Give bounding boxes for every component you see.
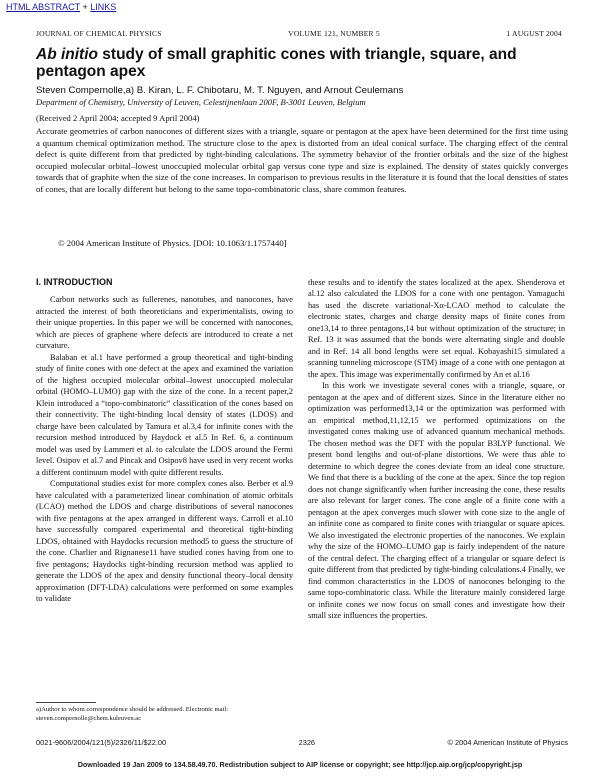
journal-name: JOURNAL OF CHEMICAL PHYSICS bbox=[36, 29, 162, 38]
html-abstract-link[interactable]: HTML ABSTRACT bbox=[6, 2, 81, 12]
section-heading: I. INTRODUCTION bbox=[36, 277, 113, 287]
title-italic: Ab initio bbox=[36, 46, 98, 63]
title-rest: study of small graphitic cones with triangle, square, and pentagon apex bbox=[36, 46, 517, 80]
article-code: 0021-9606/2004/121(5)/2326/11/$22.00 bbox=[36, 738, 167, 747]
abstract: Accurate geometries of carbon nanocones of different sizes with a triangle, square or pentagon at the apex have been determined for the first time using a quantum chemical optimization method. The structure close to the apex is distorted from an ideal conical surface. The charging effect of the central defect is quite different from that predicted by tight-binding calculations. The symmetry behavior of the frontier orbitals and the size of the highest occupied molecular orbital–lowest unoccupied molecular orbital gap versus cone type and size is explained. The density of states quickly converges towards that of graphite when the size of the cone increases. In comparison to previous results in the literature it is found that the local densities of states of cones, that are locally different but belong to the same topo-combinatoric class, share common features. bbox=[36, 126, 568, 194]
footnote: a)Author to whom correspondence should be addressed. Electronic mail: steven.compernolle@chem.kuleuven.ac bbox=[36, 706, 229, 722]
doi: [DOI: 10.1063/1.1757440] bbox=[193, 238, 287, 248]
paragraph: these results and to identify the states localized at the apex. Shenderova et al.12 also calculated the LDOS for a cone with one pentagon. Yamaguchi has used the discrete variational-Xα-LCAO method to calculate the electronic states, charges and charge density maps of finite cones from one13,14 to three pentagons,14 but without optimization of the structure; in Ref. 13 it was assumed that the bonds were alternating single and double and in Ref. 14 all bond lengths were set equal. Kobayashi15 simulated a scanning tunneling microscope (STM) image of a cone with one pentagon at the apex. This image was experimentally confirmed by An et al.16 bbox=[308, 278, 565, 379]
footer-copyright: © 2004 American Institute of Physics bbox=[447, 738, 568, 747]
paragraph: Balaban et al.1 have performed a group theoretical and tight-binding study of finite cones with one defect at the apex and examined the variation of the highest occupied molecular orbital–lowest unoccupied molecular orbital (HOMO–LUMO) gap with the size of the cone. In a recent paper,2 Klein introduced a “topo-combinatoric” classification of the cones based on their connectivity. The tight-binding local density of states (LDOS) and charge have been calculated by Tamura et al.3,4 for infinite cones with the recursion method introduced by Haydock et al.5 In Ref. 6, a continuum model was used by Lammert et al. to calculate the LDOS around the Fermi level. Osipov et al.7 and Pincak and Osipov8 have used in very recent works a different continuum model with quite different results. bbox=[36, 352, 293, 477]
paragraph: Carbon networks such as fullerenes, nanotubes, and nanocones, have attracted the interest of both theoreticians and experimentalists, owing to their unique properties. In this paper we will be concerned with nanocones, which are pieces of graphene where defects are introduced to create a net curvature. bbox=[36, 295, 293, 351]
paragraph: In this work we investigate several cones with a triangle, square, or pentagon at the apex and of different sizes. Since in the literature either no optimization was performed13,14 or the optimization was performed with an empirical method,11,12,15 we performed optimizations on the investigated cones making use of advanced quantum mechanical methods. The chosen method was the DFT with the popular B3LYP functional. We present bond lengths and out-of-plane distortions. We were thus able to determine to which degree the cones deviate from an ideal cone structure. We find that there is a buckling of the cone at the apex. Since the top region does not change significantly when further increasing the cone, these results are also relevant for larger cones. The cone angle of a finite cone with a pentagon at the apex converges much slower with cone size to the angle of an infinite cone as compared to finite cones with triangular or square apices. We also investigated the electronic properties of the nanocones. We explain why the size of the HOMO–LUMO gap is fairly independent of the nature of the central defect. The charging effect of a triangular or square defect is quite different from that predicted by tight-binding calculations.4 Finally, we find common characteristics in the LDOS of nanocones belonging to the same topo-combinatoric class. While the literature mainly considered large or infinite cones we now focus on small cones and investigate how their small size influences the properties. bbox=[308, 381, 565, 621]
download-notice: Downloaded 19 Jan 2009 to 134.58.49.70. Redistribution subject to AIP license or copyright; see http://jcp.aip.org/jcp/copyright.jsp bbox=[77, 760, 523, 769]
abstract-copyright bbox=[58, 238, 287, 248]
top-links bbox=[6, 2, 116, 12]
page-footer bbox=[36, 738, 568, 747]
journal-header bbox=[36, 29, 562, 38]
links-separator: + bbox=[80, 2, 91, 12]
paper-title bbox=[36, 46, 556, 80]
author-list: Steven Compernolle,a) B. Kiran, L. F. Chibotaru, M. T. Nguyen, and Arnout Ceulemans bbox=[36, 85, 404, 96]
left-column bbox=[36, 277, 293, 605]
volume-number: VOLUME 121, NUMBER 5 bbox=[288, 29, 380, 38]
right-column bbox=[308, 277, 565, 622]
received-dates: (Received 2 April 2004; accepted 9 April 2004) bbox=[36, 113, 200, 123]
affiliation: Department of Chemistry, University of Leuven, Celestijnenlaan 200F, B-3001 Leuven, Belgium bbox=[36, 97, 366, 107]
page-number: 2326 bbox=[298, 738, 316, 747]
copyright-text: © 2004 American Institute of Physics. bbox=[58, 238, 192, 248]
issue-date: 1 AUGUST 2004 bbox=[506, 29, 562, 38]
footnote-divider bbox=[36, 702, 96, 703]
paragraph: Computational studies exist for more complex cones also. Berber et al.9 have calculated with a parameterized linear combination of atomic orbitals (LCAO) method the LDOS and charge distributions of several nanocones with five pentagons at the apex arranged in different ways. Carroll et al.10 have successfully compared experimental and theoretical tight-binding LDOS, obtained with Haydocks recursion method5 to guess the structure of the cone. Charlier and Rignanese11 have studied cones having from one to five pentagons; Haydocks tight-binding recursion method was applied to generate the LDOS of the apex and density functional theory–local density approximation (DFT-LDA) calculations were performed on some examples to validate bbox=[36, 479, 293, 604]
links-link[interactable]: LINKS bbox=[90, 2, 117, 12]
